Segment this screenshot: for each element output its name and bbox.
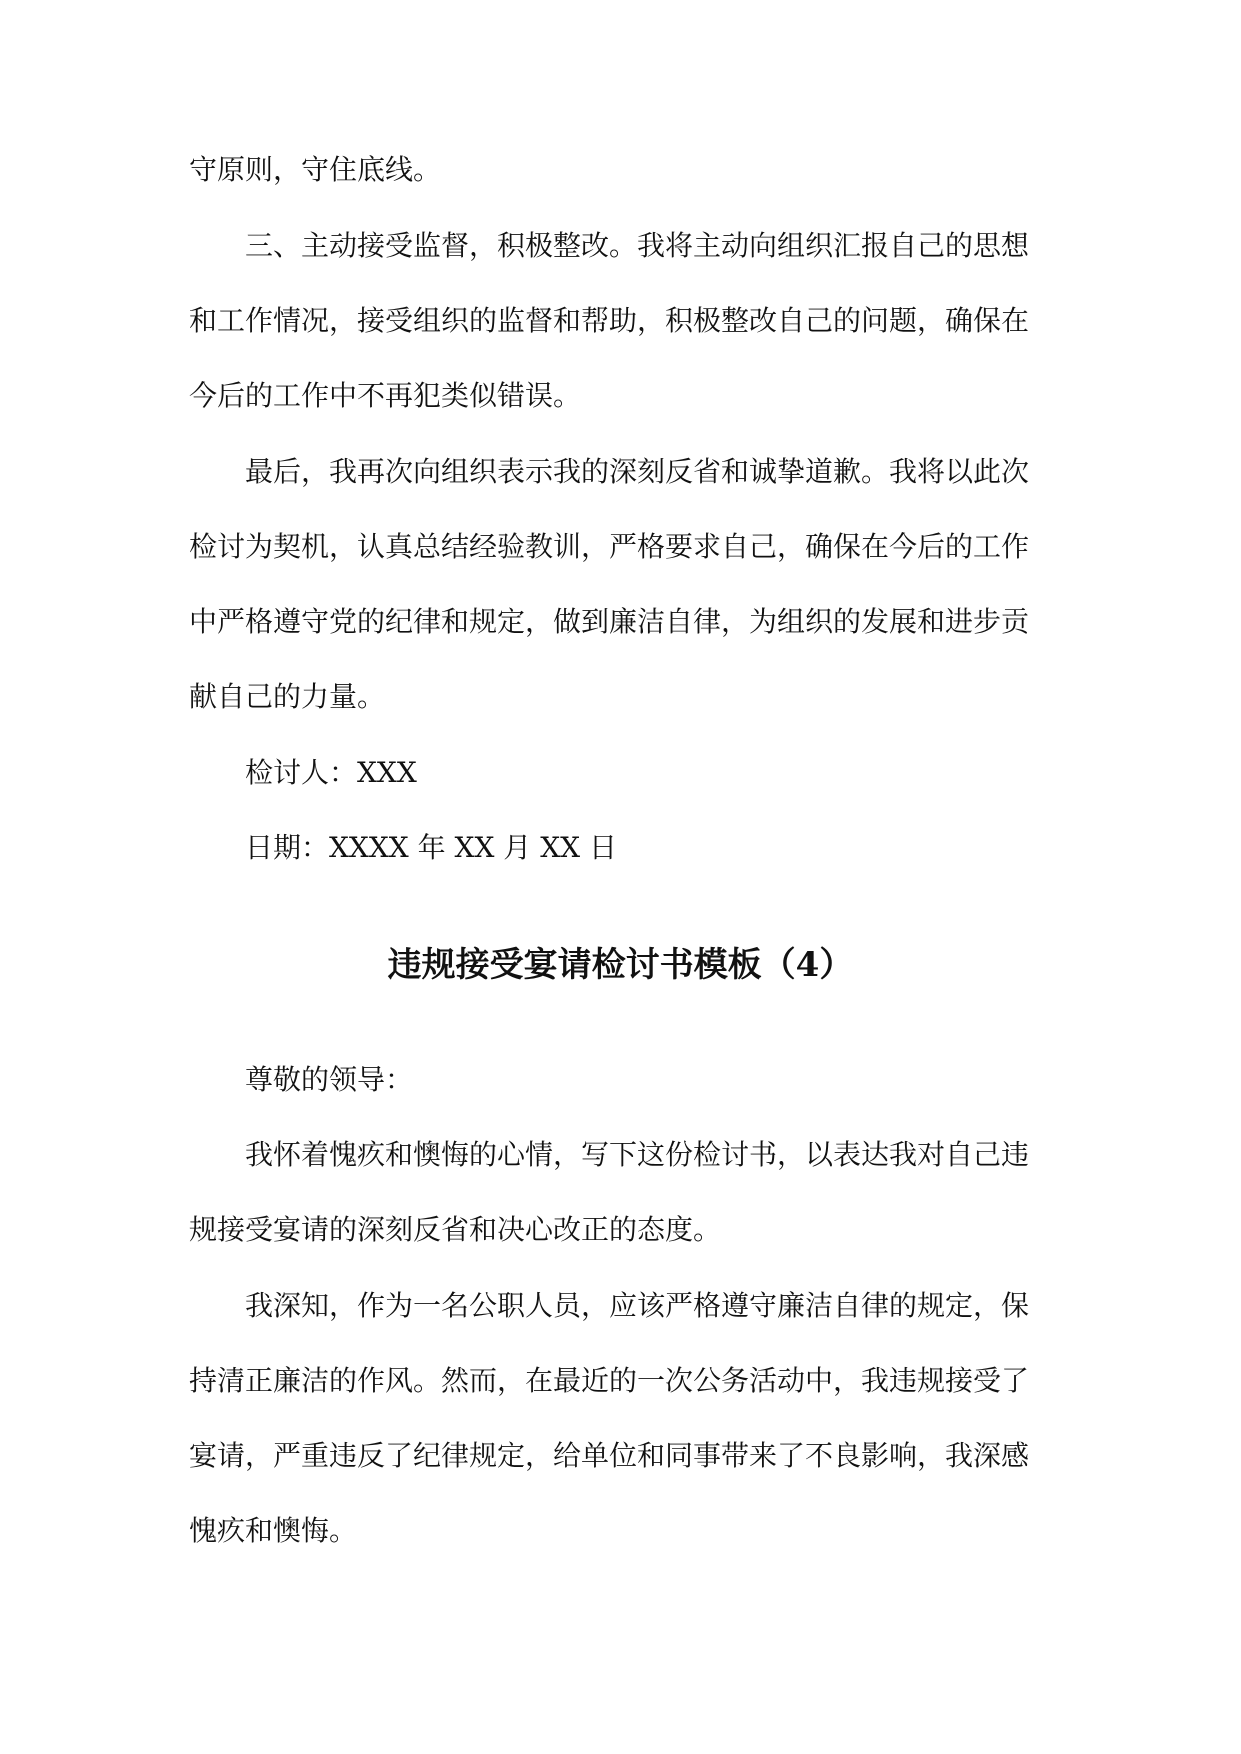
body-line: 检讨为契机，认真总结经验教训，严格要求自己，确保在今后的工作 xyxy=(189,530,1030,563)
body-line: 今后的工作中不再犯类似错误。 xyxy=(189,379,582,412)
body-line: 宴请，严重违反了纪律规定，给单位和同事带来了不良影响，我深感 xyxy=(189,1439,1030,1472)
body-line: 我怀着愧疚和懊悔的心情，写下这份检讨书，以表达我对自己违 xyxy=(245,1138,1030,1171)
salutation: 尊敬的领导： xyxy=(245,1063,414,1096)
signer-line: 检讨人：XXX xyxy=(245,756,417,789)
body-line: 三、主动接受监督，积极整改。我将主动向组织汇报自己的思想 xyxy=(245,229,1030,262)
body-line: 规接受宴请的深刻反省和决心改正的态度。 xyxy=(189,1213,722,1246)
body-line: 最后，我再次向组织表示我的深刻反省和诚挚道歉。我将以此次 xyxy=(245,455,1030,488)
section-title: 违规接受宴请检讨书模板（4） xyxy=(387,945,854,985)
body-line: 献自己的力量。 xyxy=(189,680,386,713)
body-line: 愧疚和懊悔。 xyxy=(189,1514,358,1547)
body-line: 持清正廉洁的作风。然而，在最近的一次公务活动中，我违规接受了 xyxy=(189,1364,1030,1397)
body-line: 我深知，作为一名公职人员，应该严格遵守廉洁自律的规定，保 xyxy=(245,1289,1030,1322)
body-line: 守原则，守住底线。 xyxy=(189,153,442,186)
body-line: 中严格遵守党的纪律和规定，做到廉洁自律，为组织的发展和进步贡 xyxy=(189,605,1030,638)
date-line: 日期：XXXX 年 XX 月 XX 日 xyxy=(245,831,617,864)
body-line: 和工作情况，接受组织的监督和帮助，积极整改自己的问题，确保在 xyxy=(189,304,1030,337)
